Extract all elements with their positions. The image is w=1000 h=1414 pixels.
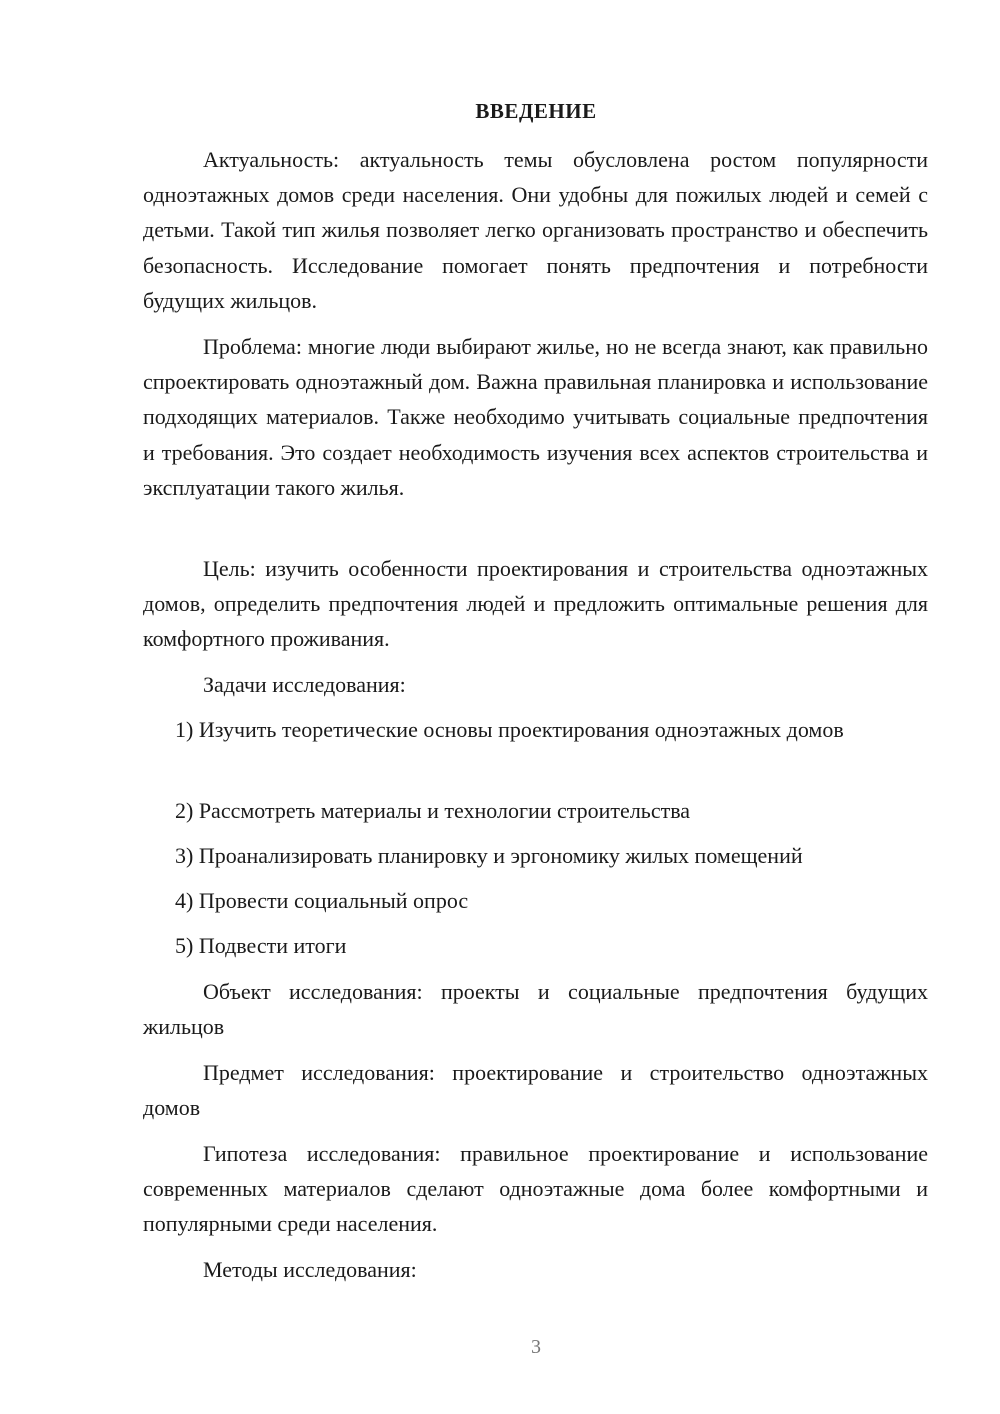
problem-paragraph — [143, 329, 928, 505]
task-item-5 — [143, 928, 928, 963]
relevance-text: Актуальность: актуальность темы обусловлена ростом популярности одноэтажных домов среди населения. Они удобны для пожилых людей и семей с детьми. Такой тип жилья позволяет легко организовать пространство и обеспечить безопасность. Исследование помогает понять предпочтения и потребности будущих жильцов. — [143, 147, 928, 313]
list-item: 1) Изучить теоретические основы проектирования одноэтажных домов — [175, 717, 844, 742]
list-item: 5) Подвести итоги — [175, 933, 347, 958]
tasks-heading-paragraph — [143, 667, 928, 702]
goal-paragraph — [143, 551, 928, 657]
methods-heading-paragraph — [143, 1252, 928, 1287]
list-item: 4) Провести социальный опрос — [175, 888, 469, 913]
goal-text: Цель: изучить особенности проектирования и строительства одноэтажных домов, определить предпочтения людей и предложить оптимальные решения для комфортного проживания. — [143, 556, 928, 652]
subject-text: Предмет исследования: проектирование и строительство одноэтажных домов — [143, 1060, 928, 1121]
task-item-1 — [143, 712, 928, 747]
task-item-4 — [143, 883, 928, 918]
subject-paragraph — [143, 1055, 928, 1125]
object-text: Объект исследования: проекты и социальные предпочтения будущих жильцов — [143, 979, 928, 1040]
problem-text: Проблема: многие люди выбирают жилье, но не всегда знают, как правильно спроектировать одноэтажный дом. Важна правильная планировка и использование подходящих материалов. Также необходимо учитывать социальные предпочтения и требования. Это создает необходимость изучения всех аспектов строительства и эксплуатации такого жилья. — [143, 334, 928, 500]
object-paragraph — [143, 974, 928, 1044]
methods-heading: Методы исследования: — [203, 1257, 417, 1282]
list-item: 2) Рассмотреть материалы и технологии строительства — [175, 798, 691, 823]
hypothesis-paragraph — [143, 1136, 928, 1242]
page-number: 3 — [531, 1336, 541, 1358]
tasks-heading: Задачи исследования: — [203, 672, 406, 697]
page-title: ВВЕДЕНИЕ — [475, 99, 597, 123]
relevance-paragraph — [143, 142, 928, 318]
list-item: 3) Проанализировать планировку и эргономику жилых помещений — [175, 843, 803, 868]
task-item-2 — [143, 793, 928, 828]
task-item-3 — [143, 838, 928, 873]
hypothesis-text: Гипотеза исследования: правильное проектирование и использование современных материалов сделают одноэтажные дома более комфортными и популярными среди населения. — [143, 1141, 928, 1237]
